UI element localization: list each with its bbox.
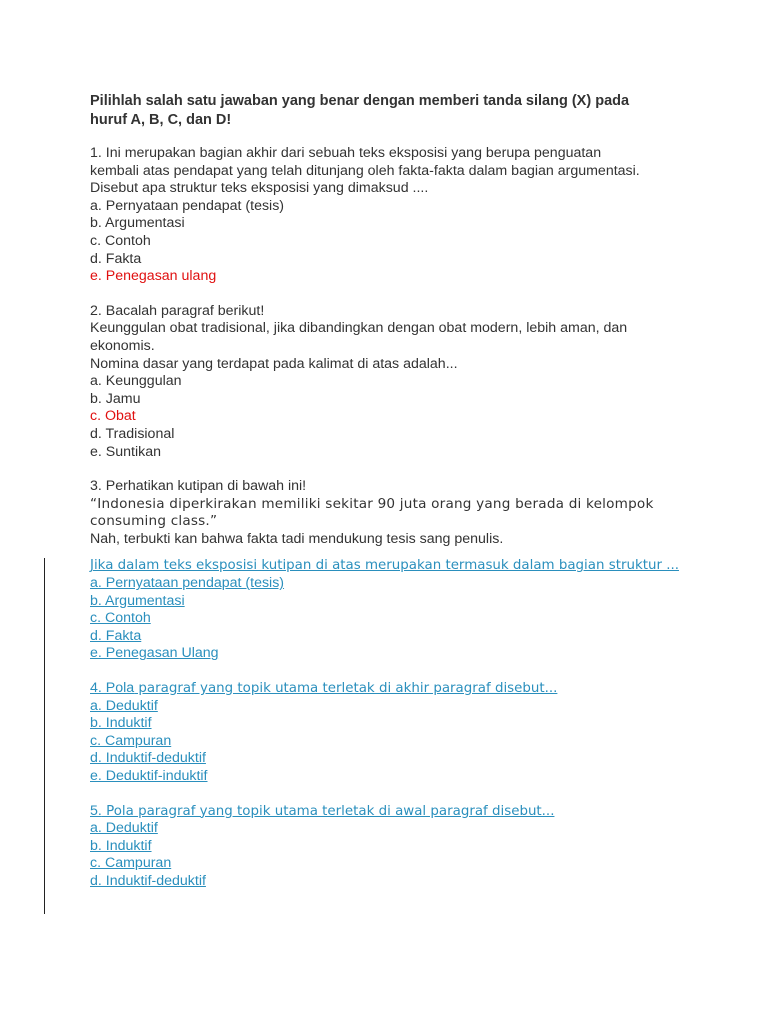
question-1-option-c: c. Contoh [90,232,151,249]
question-4-stem-number: 4. Pola [90,680,135,697]
question-4-stem-link[interactable] [90,680,557,696]
margin-rule [44,558,45,914]
question-1-stem-3: Disebut apa struktur teks eksposisi yang dimaksud .... [90,180,429,197]
question-3-quote-1: “Indonesia diperkirakan memiliki sekitar 90 juta orang yang berada di kelompok [90,495,654,512]
instruction-line-1: Pilihlah salah satu jawaban yang benar dengan memberi tanda silang (X) pada [90,93,630,109]
question-2-option-e: e. Suntikan [90,443,161,460]
question-3-links [90,557,690,663]
question-3-option-e-link[interactable]: e. Penegasan Ulang [90,645,219,662]
question-1-option-b: b. Argumentasi [90,215,185,232]
instruction-line-2: huruf A, B, C, dan D! [90,111,232,128]
question-4-stem-text: paragraf yang topik utama terletak di akhir paragraf disebut... [134,681,558,697]
question-3-stem-2: Nah, terbukti kan bahwa fakta tadi mendukung tesis sang penulis. [90,530,504,547]
question-3-quote-2: consuming class.” [90,513,218,530]
question-3-option-c-link[interactable]: c. Contoh [90,610,151,627]
question-2-option-b: b. Jamu [90,390,141,407]
question-1-option-a: a. Pernyataan pendapat (tesis) [90,197,285,214]
question-4-option-c-link[interactable]: c. Campuran [90,732,172,749]
question-5 [90,803,690,891]
question-3 [90,478,690,548]
question-5-stem-link[interactable] [90,803,554,819]
question-3-option-d-link[interactable]: d. Fakta [90,627,142,644]
question-5-option-d-link[interactable]: d. Induktif-deduktif [90,872,206,889]
instruction-heading [90,92,690,129]
question-4-option-b-link[interactable]: b. Induktif [90,715,152,732]
question-5-stem-number: 5. [90,802,102,819]
question-5-stem-text: Pola paragraf yang topik utama terletak di awal paragraf disebut... [101,803,555,819]
question-1-stem-1: 1. Ini merupakan bagian akhir dari sebuah teks eksposisi yang berupa penguatan [90,145,602,161]
question-2-stem-1: 2. Bacalah paragraf berikut! [90,302,265,319]
question-2-stem-2: Keunggulan obat tradisional, jika dibandingkan dengan obat modern, lebih aman, dan [90,320,628,337]
question-1-option-d: d. Fakta [90,250,142,267]
question-3-question-link[interactable]: Jika dalam teks eksposisi kutipan di atas merupakan termasuk dalam bagian struktur ... [90,558,679,574]
question-1 [90,145,690,286]
question-1-option-e-answer: e. Penegasan ulang [90,268,217,285]
question-3-stem-1: 3. Perhatikan kutipan di bawah ini! [90,478,307,495]
question-2-stem-4: Nomina dasar yang terdapat pada kalimat di atas adalah... [90,355,458,372]
question-5-option-b-link[interactable]: b. Induktif [90,837,152,854]
question-2-option-d: d. Tradisional [90,425,175,442]
question-4-option-a-link[interactable]: a. Deduktif [90,697,158,714]
question-2 [90,303,690,461]
question-4 [90,680,690,786]
question-3-option-b-link[interactable]: b. Argumentasi [90,592,185,609]
question-2-option-a: a. Keunggulan [90,373,182,390]
question-5-option-a-link[interactable]: a. Deduktif [90,820,158,837]
question-2-stem-3: ekonomis. [90,337,155,354]
question-5-option-c-link[interactable]: c. Campuran [90,855,172,872]
question-3-option-a-link[interactable]: a. Pernyataan pendapat (tesis) [90,575,285,592]
document-page [90,92,690,908]
question-2-option-c-answer: c. Obat [90,408,136,425]
question-1-stem-2: kembali atas pendapat yang telah ditunjang oleh fakta-fakta dalam bagian argumentasi. [90,162,640,179]
question-4-option-e-link[interactable]: e. Deduktif-induktif [90,768,208,784]
question-4-option-d-link[interactable]: d. Induktif-deduktif [90,750,206,767]
